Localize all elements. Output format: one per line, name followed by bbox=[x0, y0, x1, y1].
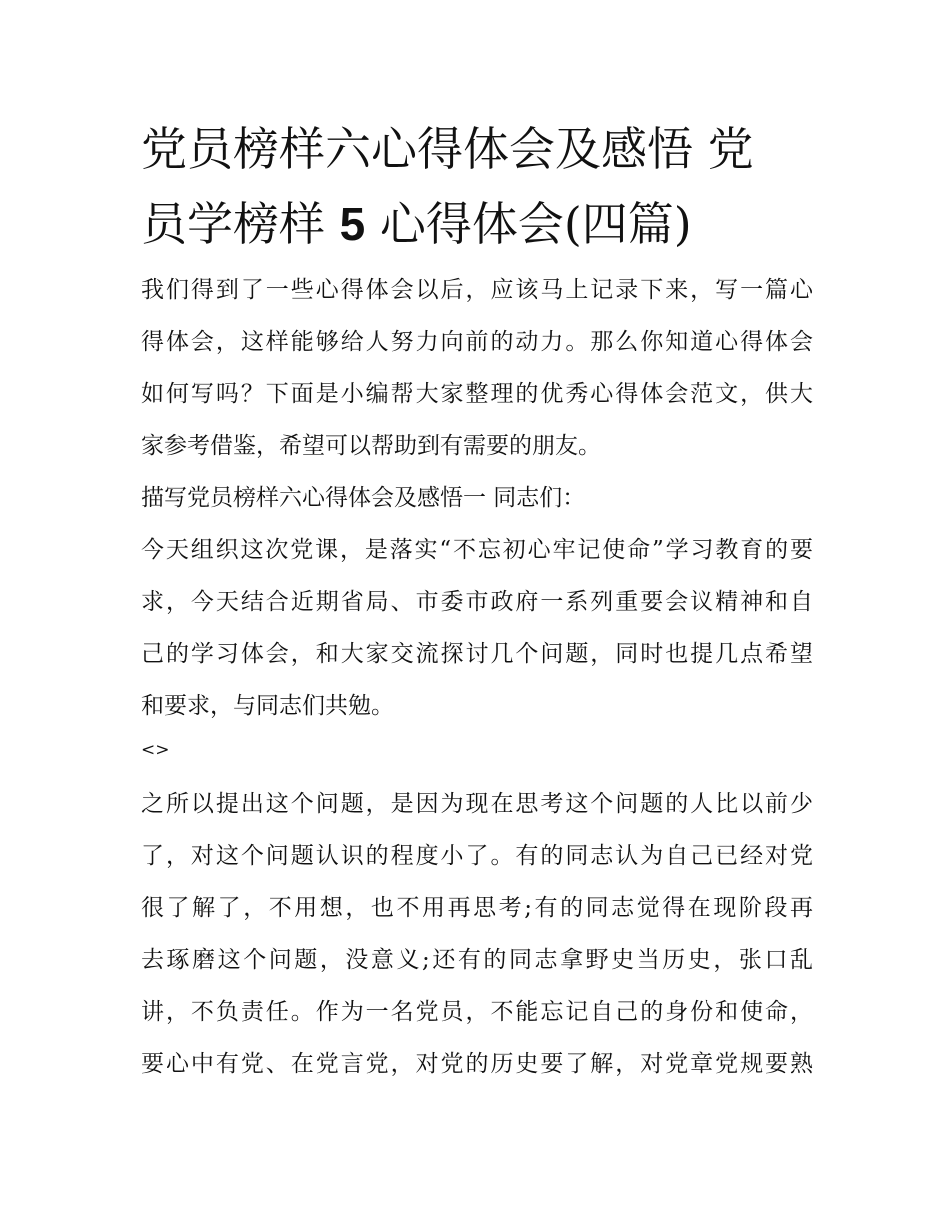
section-heading bbox=[141, 472, 813, 524]
body-line: 今天组织这次党课，是落实“不忘初心牢记使命”学习教育的要 bbox=[141, 537, 813, 563]
intro-line: 得体会，这样能够给人努力向前的动力。那么你知道心得体会 bbox=[141, 329, 813, 355]
document-page bbox=[141, 112, 813, 1090]
intro-paragraph bbox=[141, 264, 813, 472]
body-line: 之所以提出这个问题，是因为现在思考这个问题的人比以前少 bbox=[141, 791, 813, 817]
intro-line: 如何写吗？下面是小编帮大家整理的优秀心得体会范文，供大 bbox=[141, 381, 813, 407]
body-line: 讲，不负责任。作为一名党员，不能忘记自己的身份和使命， bbox=[141, 999, 813, 1025]
body-line: 和要求，与同志们共勉。 bbox=[141, 693, 394, 719]
intro-line: 家参考借鉴，希望可以帮助到有需要的朋友。 bbox=[141, 433, 601, 459]
document-title bbox=[141, 112, 813, 262]
body-line: 求，今天结合近期省局、市委市政府一系列重要会议精神和自 bbox=[141, 589, 813, 615]
body-paragraph-2 bbox=[141, 778, 813, 1090]
body-line: 己的学习体会，和大家交流探讨几个问题，同时也提几点希望 bbox=[141, 641, 813, 667]
intro-line: 我们得到了一些心得体会以后，应该马上记录下来，写一篇心 bbox=[141, 277, 813, 303]
body-line: 很了解了，不用想，也不用再思考;有的同志觉得在现阶段再 bbox=[141, 895, 813, 921]
body-line: 去琢磨这个问题，没意义;还有的同志拿野史当历史，张口乱 bbox=[141, 947, 813, 973]
title-line-1: 党员榜样六心得体会及感悟 党 bbox=[141, 122, 754, 176]
body-line: 要心中有党、在党言党，对党的历史要了解，对党章党规要熟 bbox=[141, 1051, 813, 1077]
marker-text: <> bbox=[141, 740, 170, 760]
title-line-2-part-2: 心得体会(四篇) bbox=[365, 197, 692, 251]
body-paragraph-1 bbox=[141, 524, 813, 732]
section-heading-text: 描写党员榜样六心得体会及感悟一 同志们： bbox=[141, 485, 586, 511]
title-line-2-part-1: 员学榜样 bbox=[141, 197, 340, 251]
title-line-2-number: 5 bbox=[339, 198, 366, 250]
body-line: 了，对这个问题认识的程度小了。有的同志认为自己已经对党 bbox=[141, 843, 813, 869]
